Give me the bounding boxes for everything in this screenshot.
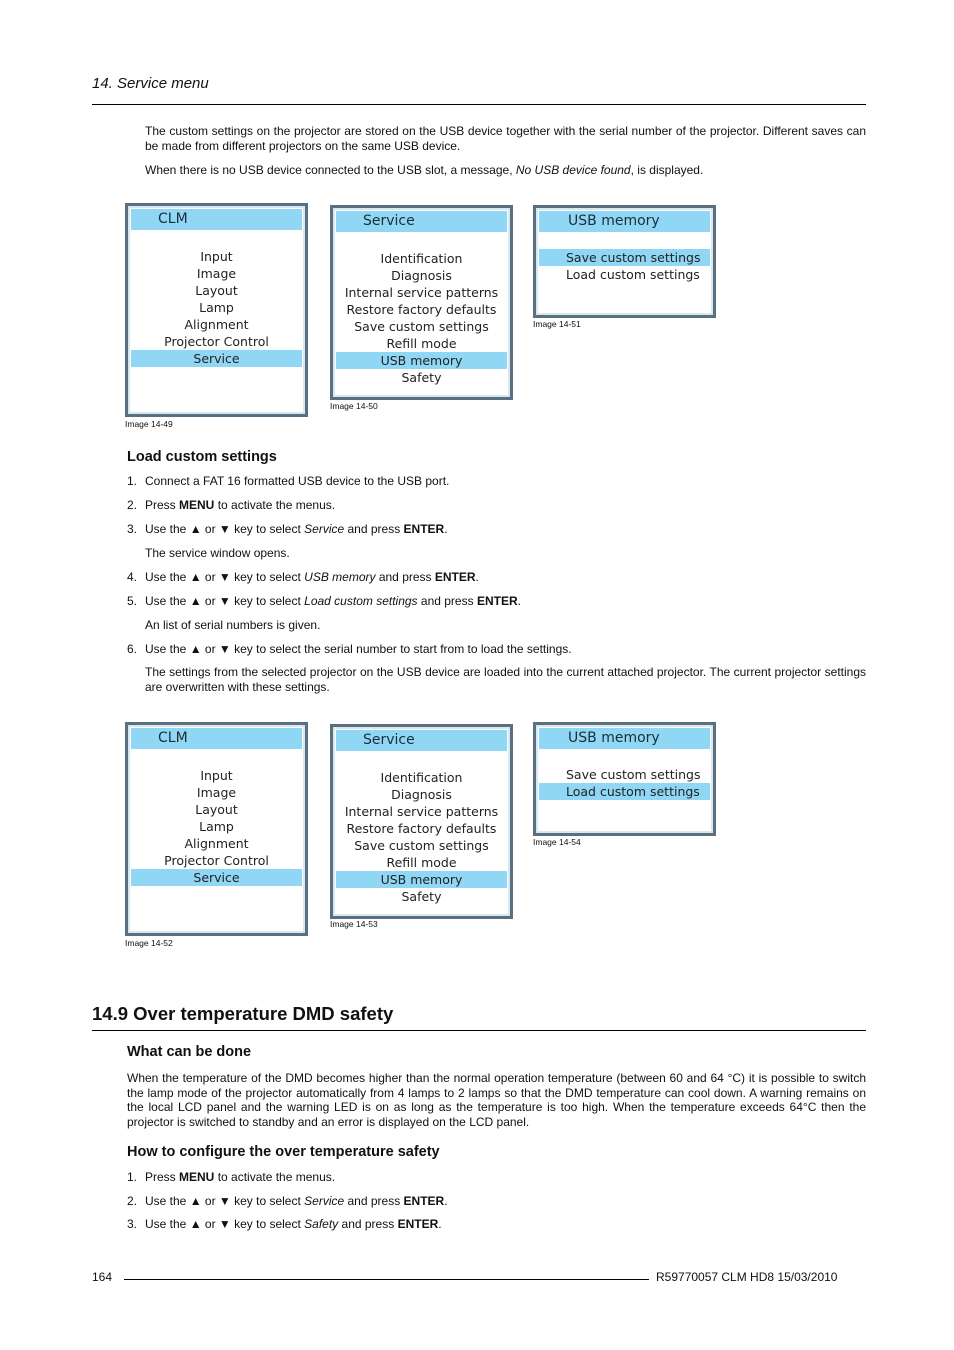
- figure-caption: Image 14-54: [533, 837, 581, 847]
- menu-item: Alignment: [184, 317, 249, 332]
- step-item: [127, 522, 448, 536]
- step-text: to activate the menus.: [214, 498, 336, 512]
- usb-memory-menu-screenshot: [533, 722, 716, 836]
- step-text: Connect a FAT 16 formatted USB device to the USB port.: [145, 474, 450, 488]
- document-reference: R59770057 CLM HD8 15/03/2010: [656, 1270, 838, 1284]
- what-can-be-done-paragraph: When the temperature of the DMD becomes higher than the normal operation temperature (between 60 and 64 °C) it is possible to switch the lamp mode of the projector automatically from 4 lamps to 2 lamps so that the DMD temperature can cool down. A warning remains on the local LCD panel and the warning LED is on as long as the temperature is too high. When the temperature exceeds 64°C then the projector is switched to standby and an error is displayed on the LCD panel.: [127, 1071, 866, 1129]
- what-can-be-done-heading: What can be done: [127, 1044, 252, 1060]
- menu-item: Service: [131, 350, 302, 367]
- service-menu-items: [336, 250, 507, 386]
- menu-item: Layout: [195, 283, 238, 298]
- how-to-configure-heading: How to configure the over temperature safety: [127, 1144, 440, 1160]
- service-menu-screenshot: [330, 724, 513, 919]
- step-number: 1.: [127, 1170, 138, 1184]
- step-text: and press: [344, 522, 404, 536]
- footer-rule: [124, 1279, 649, 1280]
- step-text: Use the ▲ or ▼ key to select: [145, 1194, 305, 1208]
- menu-item: Save custom settings: [566, 767, 701, 782]
- step-note: An list of serial numbers is given.: [145, 618, 321, 632]
- service-menu-screenshot: [330, 205, 513, 400]
- menu-item: Load custom settings: [539, 783, 710, 800]
- step-note: The settings from the selected projector on the USB device are loaded into the current attached projector. The current projector settings are overwritten with these settings.: [145, 665, 866, 694]
- step-item: [127, 498, 335, 512]
- step-number: 2.: [127, 498, 138, 512]
- menu-item: Refill mode: [386, 855, 457, 870]
- menu-item: Safety: [401, 370, 442, 385]
- step-text: Use the ▲ or ▼ key to select: [145, 522, 305, 536]
- intro-paragraph-1: The custom settings on the projector are stored on the USB device together with the serial number of the projector. Different saves can be made from different projectors on the same USB device.: [145, 124, 866, 153]
- usb-menu-items: [539, 249, 710, 283]
- clm-menu-items: [131, 248, 302, 367]
- step-item: [127, 594, 521, 608]
- menu-item: Internal service patterns: [344, 804, 499, 819]
- header-rule: [92, 104, 866, 105]
- step-text: to activate the menus.: [214, 1170, 336, 1184]
- section-title: 14.9 Over temperature DMD safety: [92, 1003, 394, 1024]
- step-note: The service window opens.: [145, 546, 290, 560]
- step-number: 5.: [127, 594, 138, 608]
- usb-menu-items: [539, 766, 710, 800]
- menu-item: Lamp: [199, 819, 234, 834]
- step-text: and press: [417, 594, 477, 608]
- step-text: Load custom settings: [304, 594, 418, 608]
- step-text: .: [444, 522, 448, 536]
- step-text: ENTER: [403, 1194, 445, 1208]
- menu-item: Refill mode: [386, 336, 457, 351]
- step-item: [127, 474, 449, 488]
- step-text: MENU: [179, 498, 215, 512]
- chapter-header: 14. Service menu: [92, 75, 209, 92]
- menu-item: Identification: [380, 770, 463, 785]
- service-menu-title: Service: [336, 730, 507, 751]
- menu-item: Diagnosis: [391, 787, 452, 802]
- step-number: 6.: [127, 642, 138, 656]
- load-custom-settings-heading: Load custom settings: [127, 449, 277, 465]
- menu-item: Identification: [380, 251, 463, 266]
- menu-item: Restore factory defaults: [346, 302, 497, 317]
- figure-caption: Image 14-53: [330, 919, 378, 929]
- menu-item: USB memory: [336, 352, 507, 369]
- menu-item: Internal service patterns: [344, 285, 499, 300]
- clm-menu-screenshot: [125, 203, 308, 417]
- step-text: Use the ▲ or ▼ key to select the serial number to start from to load the settings.: [145, 642, 572, 656]
- clm-menu-title: CLM: [131, 728, 302, 749]
- menu-item: USB memory: [336, 871, 507, 888]
- step-text: Safety: [304, 1217, 339, 1231]
- usb-menu-title: USB memory: [539, 211, 710, 232]
- menu-item: Projector Control: [164, 853, 269, 868]
- menu-item: Service: [131, 869, 302, 886]
- step-number: 4.: [127, 570, 138, 584]
- menu-item: Lamp: [199, 300, 234, 315]
- step-text: .: [438, 1217, 442, 1231]
- menu-item: Image: [196, 266, 237, 281]
- menu-item: Input: [200, 249, 233, 264]
- step-text: USB memory: [304, 570, 376, 584]
- clm-menu-screenshot: [125, 722, 308, 936]
- step-text: Service: [304, 1194, 345, 1208]
- usb-memory-menu-screenshot: [533, 205, 716, 318]
- step-text: Service: [304, 522, 345, 536]
- step-text: ENTER: [403, 522, 445, 536]
- clm-menu-items: [131, 767, 302, 886]
- service-menu-items: [336, 769, 507, 905]
- step-item: [127, 1170, 335, 1184]
- step-text: and press: [344, 1194, 404, 1208]
- service-menu-title: Service: [336, 211, 507, 232]
- step-text: Use the ▲ or ▼ key to select: [145, 570, 305, 584]
- step-text: Use the ▲ or ▼ key to select: [145, 594, 305, 608]
- section-rule: [92, 1030, 866, 1031]
- figure-caption: Image 14-49: [125, 419, 173, 429]
- step-text: ENTER: [434, 570, 476, 584]
- menu-item: Save custom settings: [354, 838, 489, 853]
- step-number: 3.: [127, 1217, 138, 1231]
- step-item: [127, 570, 479, 584]
- menu-item: Input: [200, 768, 233, 783]
- step-item: [127, 1217, 442, 1231]
- menu-item: Load custom settings: [566, 267, 700, 282]
- step-text: .: [444, 1194, 448, 1208]
- menu-item: Save custom settings: [354, 319, 489, 334]
- menu-item: Projector Control: [164, 334, 269, 349]
- step-text: .: [475, 570, 479, 584]
- step-text: .: [517, 594, 521, 608]
- step-item: [127, 642, 572, 656]
- step-text: and press: [338, 1217, 398, 1231]
- step-text: Press: [145, 498, 180, 512]
- step-text: MENU: [179, 1170, 215, 1184]
- step-text: and press: [375, 570, 435, 584]
- usb-menu-title: USB memory: [539, 728, 710, 749]
- page-number: 164: [92, 1270, 113, 1284]
- step-text: Use the ▲ or ▼ key to select: [145, 1217, 305, 1231]
- menu-item: Diagnosis: [391, 268, 452, 283]
- menu-item: Image: [196, 785, 237, 800]
- step-item: [127, 1194, 448, 1208]
- figure-caption: Image 14-50: [330, 401, 378, 411]
- step-text: ENTER: [476, 594, 518, 608]
- figure-caption: Image 14-51: [533, 319, 581, 329]
- step-number: 3.: [127, 522, 138, 536]
- menu-item: Alignment: [184, 836, 249, 851]
- menu-item: Layout: [195, 802, 238, 817]
- step-text: Press: [145, 1170, 180, 1184]
- clm-menu-title: CLM: [131, 209, 302, 230]
- menu-item: Save custom settings: [539, 249, 710, 266]
- step-number: 2.: [127, 1194, 138, 1208]
- figure-caption: Image 14-52: [125, 938, 173, 948]
- menu-item: Safety: [401, 889, 442, 904]
- menu-item: Restore factory defaults: [346, 821, 497, 836]
- step-text: ENTER: [397, 1217, 439, 1231]
- step-number: 1.: [127, 474, 138, 488]
- intro-paragraph-2: When there is no USB device connected to the USB slot, a message, No USB device found, is displayed.: [145, 163, 704, 177]
